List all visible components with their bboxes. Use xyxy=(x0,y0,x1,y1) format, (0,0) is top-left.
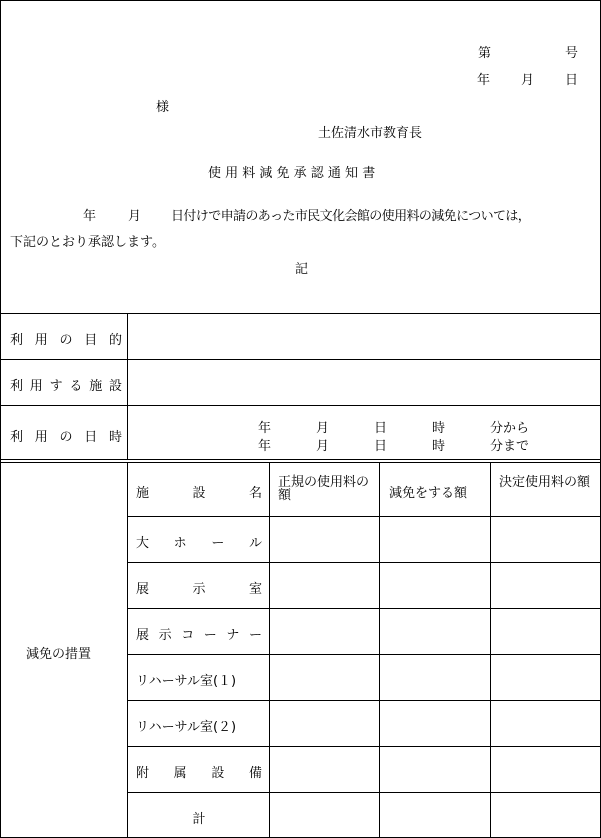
purpose-label-char: 目 xyxy=(84,333,98,348)
facility-row-label-char: リハーサル室(２) xyxy=(136,720,237,735)
facility-row-label-char: ー xyxy=(211,536,225,551)
datetime-label-char: の xyxy=(59,430,73,445)
facility-label-char: 利 xyxy=(10,379,24,394)
facility-row-label-char: ー xyxy=(248,628,262,643)
body-year: 年 xyxy=(83,209,97,224)
facility-name-header xyxy=(136,482,262,501)
facility-row-label-char: 附 xyxy=(136,766,150,781)
row-divider-6 xyxy=(127,792,601,793)
divider-facility-top xyxy=(0,359,601,360)
divider-double-b xyxy=(0,462,601,463)
facility-row-label-char: 設 xyxy=(211,766,225,781)
facility-name-header-char: 設 xyxy=(192,486,206,501)
datetime-from-part: 時 xyxy=(432,421,446,436)
facility-row-label-char: 属 xyxy=(173,766,187,781)
datetime-from-part: 日 xyxy=(374,421,388,436)
body-text-line2: 下記のとおり承認します。 xyxy=(10,235,165,250)
number-suffix: 号 xyxy=(565,46,579,61)
facility-label-char: 設 xyxy=(108,379,122,394)
facility-name-header-char: 名 xyxy=(248,486,262,501)
divider-purpose-top xyxy=(0,313,601,314)
header-row-bottom xyxy=(127,516,601,517)
decided-fee-column-left xyxy=(490,462,491,838)
document-title: 使 用 料 減 免 承 認 通 知 書 xyxy=(208,166,376,181)
facility-row-label-char: 計 xyxy=(192,812,206,827)
issue-date-day: 日 xyxy=(565,73,579,88)
facility-row-label-char: 展 xyxy=(136,628,150,643)
issuer-name: 土佐清水市教育長 xyxy=(318,126,423,141)
facility-row-label xyxy=(136,670,262,689)
facility-row-label-char: ー xyxy=(203,628,217,643)
purpose-label-char: の xyxy=(59,333,73,348)
regular-fee-header: 正規の使用料の額 xyxy=(278,475,370,503)
row-divider-3 xyxy=(127,654,601,655)
decided-fee-header: 決定使用料の額 xyxy=(499,475,591,490)
ki-marker: 記 xyxy=(295,262,309,277)
facility-label-char: 施 xyxy=(89,379,103,394)
facility-label xyxy=(10,375,122,394)
purpose-label-char: 的 xyxy=(108,333,122,348)
facility-row-label-char: 室 xyxy=(248,582,262,597)
purpose-label-char: 用 xyxy=(34,333,48,348)
row-divider-4 xyxy=(127,700,601,701)
facility-row-label xyxy=(136,808,262,827)
divider-datetime-top xyxy=(0,405,601,406)
row-divider-2 xyxy=(127,608,601,609)
datetime-to-line xyxy=(258,435,550,454)
facility-row-label-char: ナ xyxy=(226,628,240,643)
datetime-from-line xyxy=(258,417,550,436)
datetime-from-part: 分から xyxy=(490,421,530,436)
datetime-label-char: 用 xyxy=(34,430,48,445)
row-divider-1 xyxy=(127,562,601,563)
datetime-label-char: 時 xyxy=(108,430,122,445)
datetime-label-char: 日 xyxy=(84,430,98,445)
facility-row-label-char: ホ xyxy=(173,536,187,551)
issue-date-year: 年 xyxy=(477,73,491,88)
facility-row-label xyxy=(136,578,262,597)
facility-row-label-char: 備 xyxy=(248,766,262,781)
facility-label-char: す xyxy=(49,379,63,394)
datetime-to-part: 年 xyxy=(258,439,272,454)
facility-row-label xyxy=(136,532,262,551)
facility-row-label-char: 展 xyxy=(136,582,150,597)
datetime-to-part: 時 xyxy=(432,439,446,454)
datetime-from-part: 年 xyxy=(258,421,272,436)
reduction-amount-column-left xyxy=(379,462,380,838)
facility-row-label xyxy=(136,624,262,643)
facility-row-label-char: コ xyxy=(181,628,195,643)
facility-row-label-char: 示 xyxy=(158,628,172,643)
body-text-line1: 日付けで申請のあった市民文化会館の使用料の減免については， xyxy=(171,209,531,224)
number-prefix: 第 xyxy=(478,46,492,61)
datetime-to-part: 分まで xyxy=(490,439,530,454)
facility-row-label-char: リハーサル室(１) xyxy=(136,674,237,689)
datetime-from-part: 月 xyxy=(316,421,330,436)
datetime-to-part: 月 xyxy=(316,439,330,454)
facility-row-label-char: 示 xyxy=(192,582,206,597)
facility-row-label-char: 大 xyxy=(136,536,150,551)
facility-name-header-char: 施 xyxy=(136,486,150,501)
purpose-label-char: 利 xyxy=(10,333,24,348)
datetime-label-char: 利 xyxy=(10,430,24,445)
facility-label-char: る xyxy=(69,379,83,394)
reduction-section-label: 減免の措置 xyxy=(26,647,92,662)
addressee-suffix: 様 xyxy=(156,100,170,115)
upper-column-divider xyxy=(127,313,128,459)
row-divider-5 xyxy=(127,746,601,747)
reduction-amount-header: 減免をする額 xyxy=(389,486,468,501)
reduction-column-divider xyxy=(127,462,128,838)
facility-row-label xyxy=(136,716,262,735)
regular-fee-column-left xyxy=(269,462,270,838)
purpose-label xyxy=(10,329,122,348)
facility-row-label xyxy=(136,762,262,781)
facility-label-char: 用 xyxy=(29,379,43,394)
datetime-label xyxy=(10,426,122,445)
divider-double-a xyxy=(0,459,601,460)
facility-row-label-char: ル xyxy=(248,536,262,551)
issue-date-month: 月 xyxy=(521,73,535,88)
datetime-to-part: 日 xyxy=(374,439,388,454)
body-month: 月 xyxy=(128,209,142,224)
